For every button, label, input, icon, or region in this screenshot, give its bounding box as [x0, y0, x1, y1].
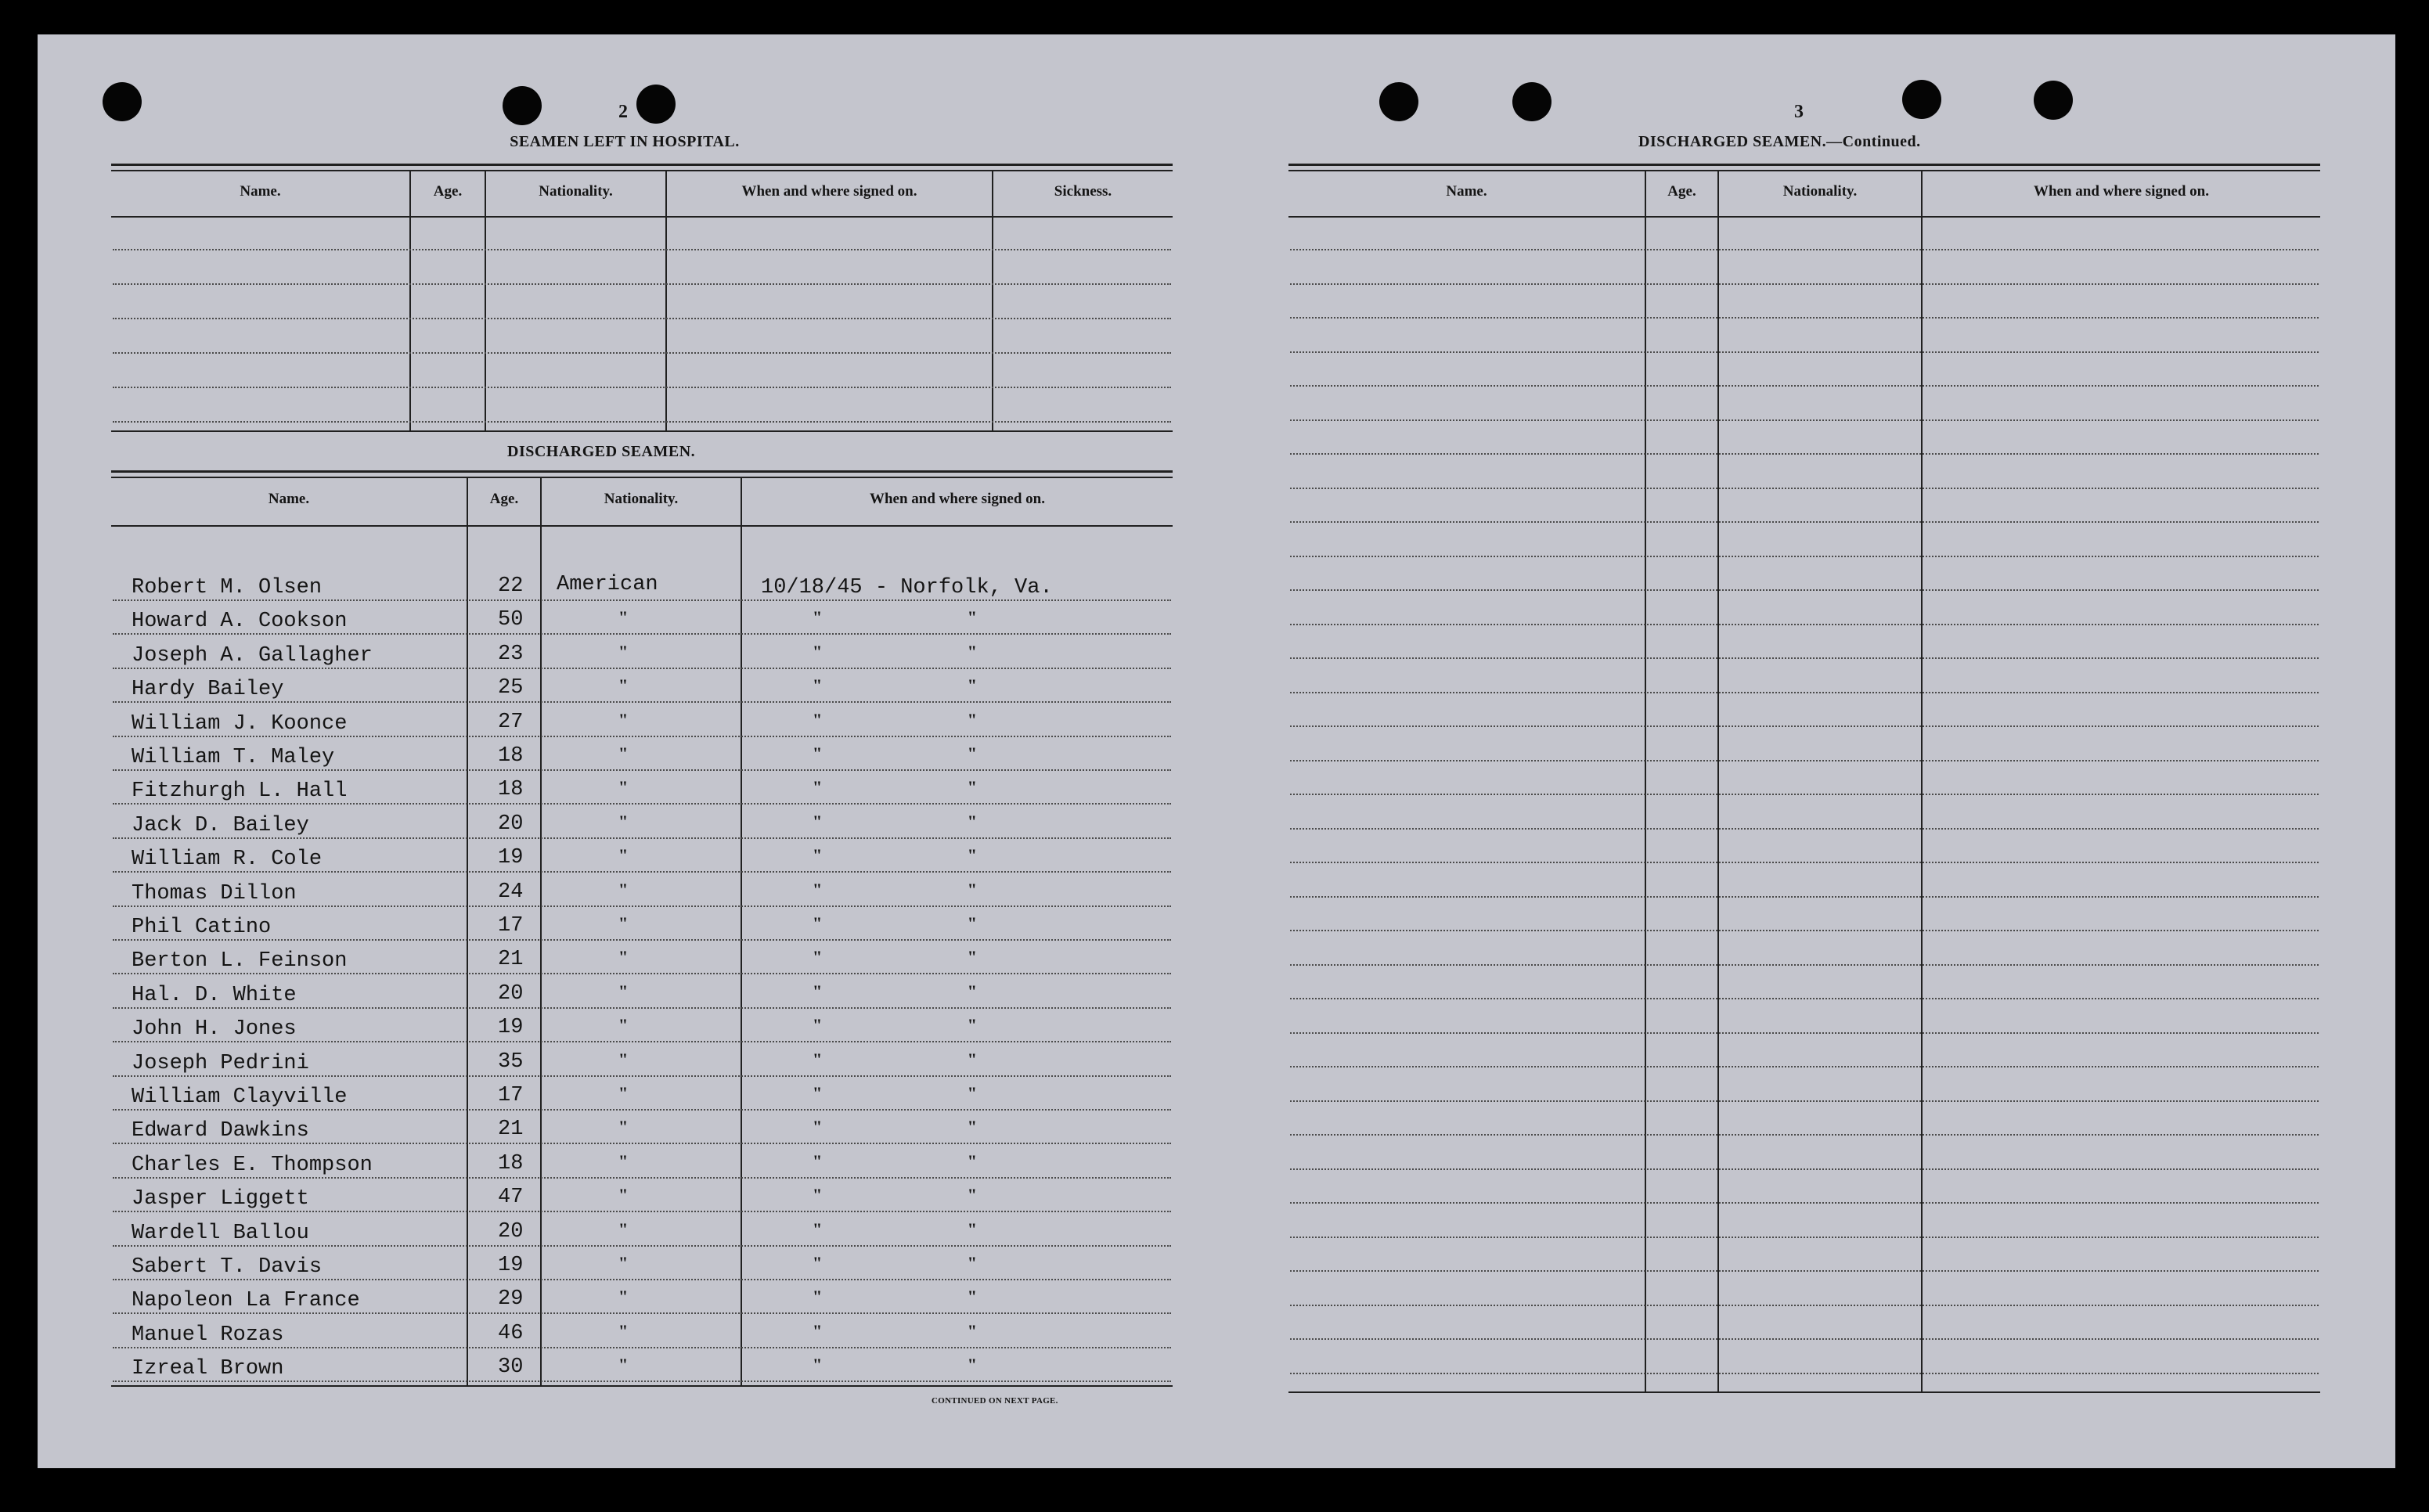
- nationality-ditto: ": [618, 1150, 629, 1171]
- seaman-name: Wardell Ballou: [132, 1221, 309, 1245]
- dotted-rule: [1290, 283, 2319, 285]
- nationality-ditto: ": [618, 1287, 629, 1307]
- seaman-age: 20: [498, 981, 524, 1006]
- dotted-rule: [113, 668, 1171, 669]
- seaman-age: 17: [498, 914, 524, 938]
- discharged-title: DISCHARGED SEAMEN.: [507, 443, 696, 460]
- left-page: [38, 34, 1218, 1468]
- nationality-ditto: ": [618, 981, 629, 1001]
- right-col-signed-on: When and where signed on.: [2033, 183, 2209, 200]
- dotted-rule: [1290, 828, 2319, 830]
- dotted-rule: [1290, 351, 2319, 353]
- dotted-rule: [1290, 1168, 2319, 1170]
- dotted-rule: [113, 352, 1171, 354]
- seaman-age: 19: [498, 1254, 524, 1277]
- dotted-rule: [1290, 794, 2319, 795]
- nationality-ditto: ": [618, 879, 629, 899]
- dotted-rule: [113, 973, 1171, 974]
- dotted-rule: [1290, 930, 2319, 931]
- signed-on-ditto: " ": [813, 879, 977, 899]
- dotted-rule: [1290, 419, 2319, 421]
- signed-on-ditto: " ": [813, 1150, 977, 1171]
- dotted-rule: [113, 1177, 1171, 1179]
- seaman-age: 19: [498, 1016, 524, 1040]
- right-col-nationality: Nationality.: [1782, 183, 1858, 200]
- seaman-name: Charles E. Thompson: [132, 1153, 373, 1177]
- seaman-age: 25: [498, 676, 524, 700]
- nationality-ditto: ": [618, 1253, 629, 1273]
- seaman-name: William J. Koonce: [132, 711, 348, 736]
- continued-note: CONTINUED ON NEXT PAGE.: [932, 1396, 1058, 1406]
- seaman-age: 29: [498, 1287, 524, 1312]
- nationality-ditto: ": [618, 913, 629, 933]
- seaman-age: 19: [498, 846, 524, 870]
- seaman-name: Hal. D. White: [132, 983, 297, 1007]
- discharged-col-nationality: Nationality.: [604, 491, 679, 507]
- seaman-age: 50: [498, 608, 524, 632]
- signed-on-ditto: " ": [813, 777, 977, 797]
- continued-title: DISCHARGED SEAMEN.—Continued.: [1638, 133, 1921, 150]
- page-number: 3: [1794, 102, 1804, 122]
- dotted-rule: [1290, 1237, 2319, 1238]
- nationality-ditto: ": [618, 1355, 629, 1375]
- dotted-rule: [1290, 692, 2319, 693]
- discharged-col-age: Age.: [489, 491, 519, 507]
- dotted-rule: [113, 387, 1171, 388]
- dotted-rule: [113, 1041, 1171, 1042]
- seaman-name: Edward Dawkins: [132, 1119, 309, 1143]
- dotted-rule: [113, 871, 1171, 873]
- signed-on-ditto: " ": [813, 845, 977, 866]
- punch-hole: [103, 82, 142, 121]
- signed-on-ditto: " ": [813, 743, 977, 763]
- nationality-ditto: ": [618, 1185, 629, 1205]
- signed-on-ditto: " ": [813, 641, 977, 661]
- dotted-rule: [1290, 725, 2319, 727]
- discharged-col-name: Name.: [268, 491, 310, 507]
- seaman-age: 20: [498, 812, 524, 836]
- seaman-age: 30: [498, 1355, 524, 1380]
- dotted-rule: [1290, 1032, 2319, 1034]
- nationality-ditto: ": [618, 743, 629, 763]
- seaman-name: Sabert T. Davis: [132, 1255, 323, 1279]
- dotted-rule: [1290, 249, 2319, 250]
- seaman-name: Joseph Pedrini: [132, 1051, 309, 1075]
- signed-on-ditto: " ": [813, 1219, 977, 1239]
- seaman-age: 35: [498, 1049, 524, 1074]
- dotted-rule: [113, 1347, 1171, 1348]
- nationality-ditto: ": [618, 709, 629, 729]
- seaman-age: 27: [498, 710, 524, 734]
- dotted-rule: [113, 633, 1171, 635]
- dotted-rule: [113, 701, 1171, 703]
- signed-on-ditto: " ": [813, 607, 977, 628]
- dotted-rule: [113, 1109, 1171, 1111]
- dotted-rule: [113, 1245, 1171, 1247]
- dotted-rule: [113, 837, 1171, 839]
- dotted-rule: [113, 318, 1171, 319]
- seaman-name: Izreal Brown: [132, 1357, 284, 1381]
- dotted-rule: [1290, 998, 2319, 999]
- dotted-rule: [1290, 317, 2319, 319]
- dotted-rule: [1290, 453, 2319, 455]
- dotted-rule: [1290, 589, 2319, 591]
- nationality-ditto: ": [618, 607, 629, 628]
- dotted-rule: [113, 736, 1171, 737]
- dotted-rule: [113, 803, 1171, 805]
- nationality-ditto: ": [618, 947, 629, 967]
- punch-hole: [636, 85, 676, 124]
- hospital-col-sickness: Sickness.: [1054, 183, 1112, 200]
- dotted-rule: [1290, 896, 2319, 898]
- dotted-rule: [1290, 488, 2319, 489]
- dotted-rule: [113, 905, 1171, 907]
- right-col-name: Name.: [1446, 183, 1487, 200]
- signed-on-ditto: " ": [813, 1083, 977, 1103]
- signed-on-ditto: " ": [813, 675, 977, 696]
- hospital-col-signed-on: When and where signed on.: [741, 183, 917, 200]
- signed-on-ditto: " ": [813, 1253, 977, 1273]
- dotted-rule: [113, 1312, 1171, 1314]
- dotted-rule: [113, 421, 1171, 423]
- nationality-ditto: ": [618, 811, 629, 831]
- signed-on-ditto: " ": [813, 1287, 977, 1307]
- seaman-age: 23: [498, 642, 524, 666]
- seaman-signed-on: 10/18/45 - Norfolk, Va.: [761, 576, 1053, 599]
- nationality-ditto: ": [618, 1083, 629, 1103]
- dotted-rule: [113, 1007, 1171, 1009]
- seaman-name: Jasper Liggett: [132, 1187, 309, 1211]
- signed-on-ditto: " ": [813, 1320, 977, 1341]
- seaman-age: 24: [498, 880, 524, 904]
- nationality-ditto: ": [618, 777, 629, 797]
- punch-hole: [1902, 80, 1941, 119]
- dotted-rule: [113, 1211, 1171, 1212]
- seaman-age: 46: [498, 1321, 524, 1345]
- dotted-rule: [113, 249, 1171, 250]
- dotted-rule: [1290, 657, 2319, 659]
- nationality-ditto: ": [618, 1320, 629, 1341]
- seaman-name: Joseph A. Gallagher: [132, 643, 373, 668]
- signed-on-ditto: " ": [813, 1185, 977, 1205]
- seaman-age: 21: [498, 1118, 524, 1142]
- discharged-col-signed-on: When and where signed on.: [869, 491, 1045, 507]
- seaman-nationality: American: [557, 573, 658, 596]
- nationality-ditto: ": [618, 1219, 629, 1239]
- seaman-age: 18: [498, 778, 524, 802]
- punch-hole: [1512, 82, 1551, 121]
- dotted-rule: [1290, 1270, 2319, 1272]
- seaman-name: Howard A. Cookson: [132, 610, 348, 634]
- dotted-rule: [113, 769, 1171, 771]
- dotted-rule: [1290, 1338, 2319, 1340]
- punch-hole: [1379, 82, 1418, 121]
- seaman-age: 17: [498, 1084, 524, 1107]
- signed-on-ditto: " ": [813, 811, 977, 831]
- seaman-name: Manuel Rozas: [132, 1323, 284, 1347]
- seaman-name: William T. Maley: [132, 746, 335, 769]
- dotted-rule: [113, 1381, 1171, 1382]
- signed-on-ditto: " ": [813, 1049, 977, 1069]
- dotted-rule: [1290, 760, 2319, 761]
- seaman-name: Thomas Dillon: [132, 881, 297, 905]
- page-number: 2: [618, 102, 628, 122]
- dotted-rule: [1290, 385, 2319, 387]
- nationality-ditto: ": [618, 675, 629, 696]
- signed-on-ditto: " ": [813, 981, 977, 1001]
- seaman-age: 22: [498, 574, 524, 598]
- dotted-rule: [113, 939, 1171, 941]
- signed-on-ditto: " ": [813, 913, 977, 933]
- signed-on-ditto: " ": [813, 1355, 977, 1375]
- dotted-rule: [1290, 1373, 2319, 1374]
- seaman-name: Fitzhurgh L. Hall: [132, 779, 348, 804]
- signed-on-ditto: " ": [813, 1015, 977, 1035]
- dotted-rule: [113, 599, 1171, 601]
- seaman-name: William R. Cole: [132, 848, 323, 872]
- seaman-age: 18: [498, 744, 524, 768]
- nationality-ditto: ": [618, 845, 629, 866]
- seaman-name: John H. Jones: [132, 1017, 297, 1042]
- hospital-col-name: Name.: [240, 183, 281, 200]
- punch-hole: [2034, 81, 2073, 120]
- hospital-col-nationality: Nationality.: [539, 183, 613, 200]
- seaman-name: Phil Catino: [132, 916, 272, 939]
- seaman-age: 20: [498, 1219, 524, 1244]
- dotted-rule: [1290, 1100, 2319, 1102]
- dotted-rule: [1290, 862, 2319, 863]
- seaman-name: Jack D. Bailey: [132, 813, 309, 837]
- seaman-age: 18: [498, 1151, 524, 1175]
- dotted-rule: [1290, 521, 2319, 523]
- dotted-rule: [1290, 964, 2319, 966]
- punch-hole: [503, 86, 542, 125]
- seaman-name: Berton L. Feinson: [132, 949, 348, 974]
- dotted-rule: [1290, 624, 2319, 625]
- right-page: [1218, 34, 2395, 1468]
- dotted-rule: [1290, 1202, 2319, 1204]
- dotted-rule: [1290, 1305, 2319, 1306]
- seaman-name: William Clayville: [132, 1085, 348, 1109]
- seaman-name: Hardy Bailey: [132, 678, 284, 702]
- nationality-ditto: ": [618, 1117, 629, 1137]
- hospital-col-age: Age.: [433, 183, 463, 200]
- seaman-age: 47: [498, 1186, 524, 1210]
- nationality-ditto: ": [618, 1015, 629, 1035]
- signed-on-ditto: " ": [813, 947, 977, 967]
- dotted-rule: [113, 283, 1171, 285]
- dotted-rule: [113, 1279, 1171, 1280]
- right-col-age: Age.: [1667, 183, 1696, 200]
- dotted-rule: [1290, 1134, 2319, 1136]
- nationality-ditto: ": [618, 1049, 629, 1069]
- seaman-name: Robert M. Olsen: [132, 576, 323, 599]
- hospital-title: SEAMEN LEFT IN HOSPITAL.: [510, 133, 740, 150]
- dotted-rule: [113, 1075, 1171, 1077]
- seaman-age: 21: [498, 948, 524, 972]
- signed-on-ditto: " ": [813, 1117, 977, 1137]
- dotted-rule: [1290, 1066, 2319, 1067]
- dotted-rule: [1290, 556, 2319, 557]
- nationality-ditto: ": [618, 641, 629, 661]
- seaman-name: Napoleon La France: [132, 1289, 360, 1313]
- signed-on-ditto: " ": [813, 709, 977, 729]
- dotted-rule: [113, 1143, 1171, 1144]
